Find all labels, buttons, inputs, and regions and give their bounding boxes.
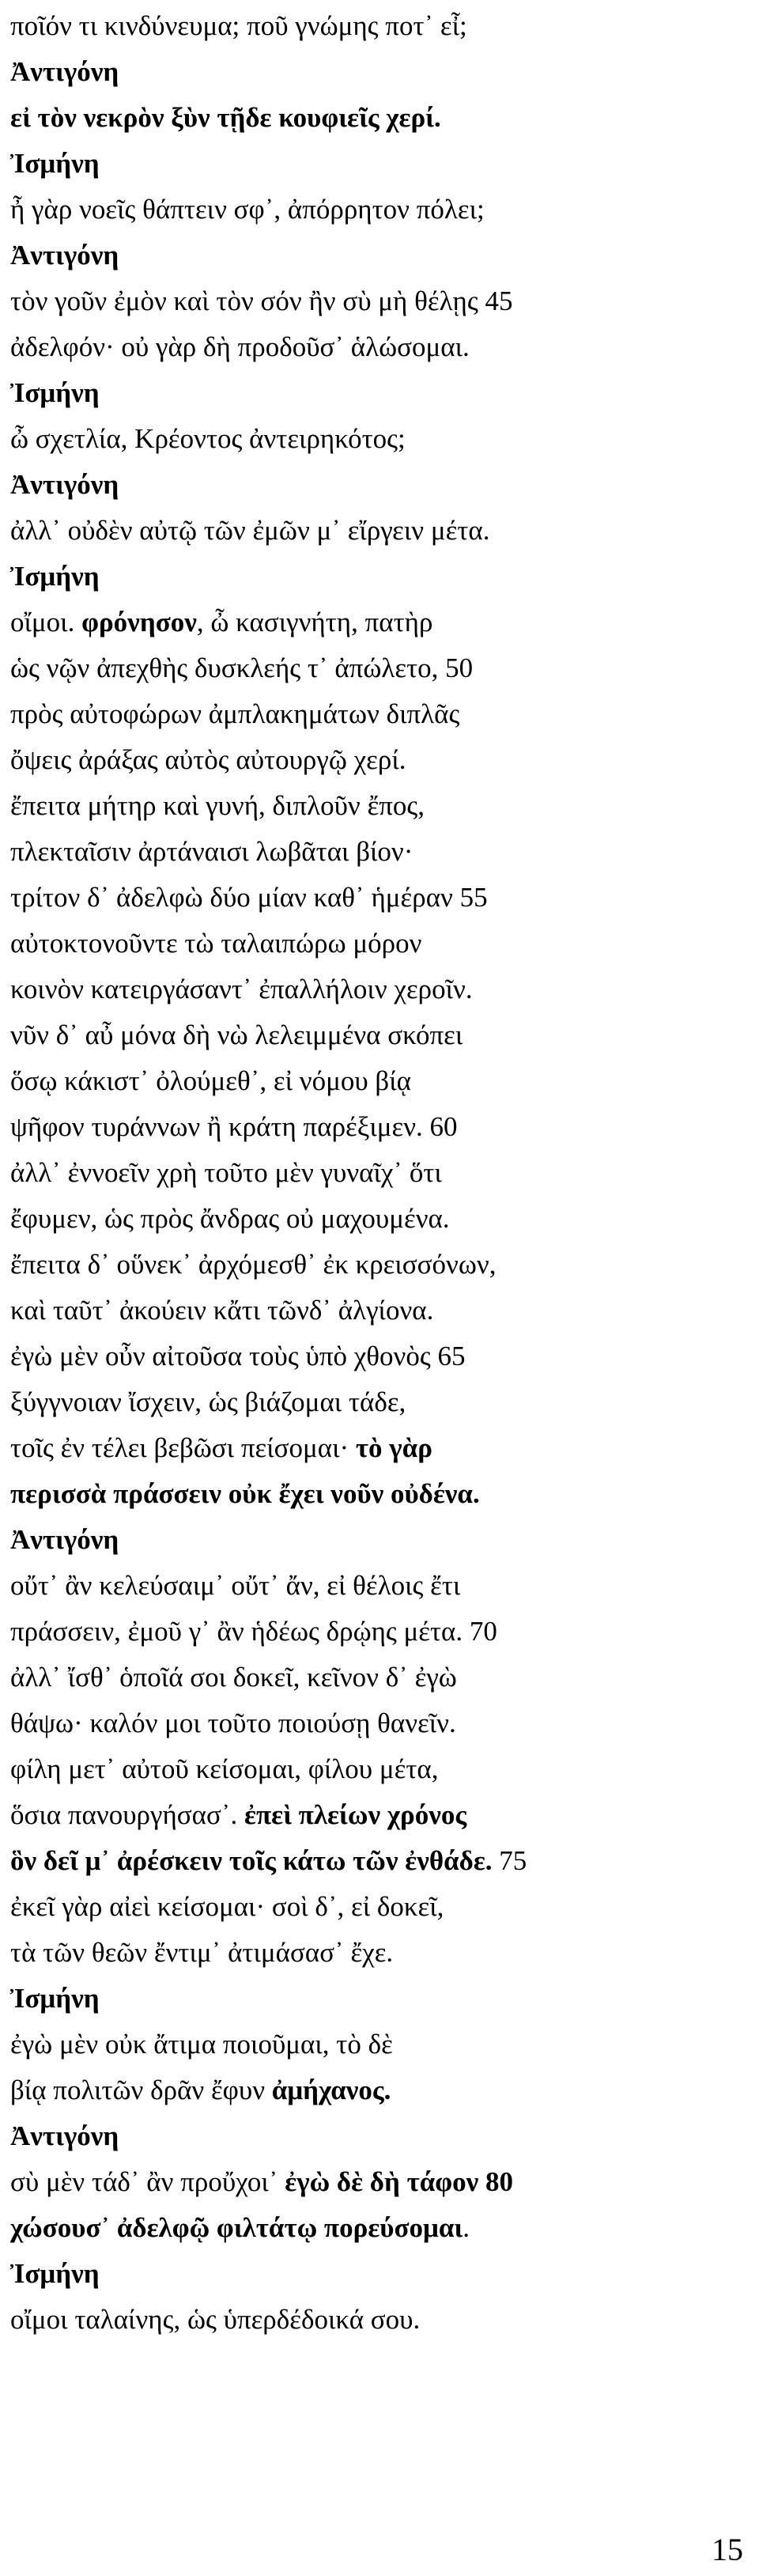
speaker-label: Ἀντιγόνη — [10, 240, 119, 270]
text-segment: ἀλλ᾽ ἐννοεῖν χρὴ τοῦτο μὲν γυναῖχ᾽ ὅτι — [10, 1157, 442, 1188]
bold-text-segment: ἐπεὶ πλείων χρόνος — [244, 1799, 467, 1830]
text-segment: ὡς νῷν ἀπεχθὴς δυσκλεής τ᾽ ἀπώλετο, 50 — [10, 653, 474, 683]
verse-line — [10, 187, 746, 233]
verse-line — [10, 1471, 746, 1517]
page-number: 15 — [712, 2532, 743, 2567]
verse-line — [10, 783, 746, 829]
text-segment: πρὸς αὐτοφώρων ἀμπλακημάτων διπλᾶς — [10, 698, 460, 729]
speaker-name — [10, 233, 746, 278]
speaker-name — [10, 2113, 746, 2159]
speaker-name — [10, 49, 746, 95]
verse-line — [10, 1746, 746, 1792]
text-segment: θάψω· καλόν μοι τοῦτο ποιούσῃ θανεῖν. — [10, 1708, 456, 1738]
text-segment: ὅσῳ κάκιστ᾽ ὀλούμεθ᾽, εἰ νόμου βίᾳ — [10, 1065, 411, 1096]
verse-line — [10, 324, 746, 370]
text-segment: ξύγγνοιαν ἴσχειν, ὡς βιάζομαι τάδε, — [10, 1386, 406, 1417]
verse-line — [10, 508, 746, 554]
text-segment: ὦ σχετλία, Κρέοντος ἀντειρηκότος; — [10, 423, 406, 454]
bold-text-segment: φρόνησον — [81, 607, 197, 637]
text-segment: πράσσειν, ἐμοῦ γ᾽ ἂν ἡδέως δρῴης μέτα. 70 — [10, 1616, 497, 1647]
verse-line — [10, 645, 746, 691]
bold-text-segment: εἰ τὸν νεκρὸν ξὺν τῇδε κουφιεῖς χερί. — [10, 102, 441, 133]
speaker-name — [10, 554, 746, 600]
text-segment: τὰ τῶν θεῶν ἔντιμ᾽ ἀτιμάσασ᾽ ἔχε. — [10, 1937, 394, 1968]
verse-line — [10, 966, 746, 1012]
text-segment: ἔπειτα δ᾽ οὕνεκ᾽ ἀρχόμεσθ᾽ ἐκ κρεισσόνων, — [10, 1249, 497, 1280]
text-segment: ὅσια πανουργήσασ᾽. — [10, 1799, 244, 1830]
verse-line — [10, 1104, 746, 1150]
verse-line — [10, 2205, 746, 2251]
verse-line — [10, 1838, 746, 1884]
verse-line — [10, 416, 746, 462]
speaker-name — [10, 2251, 746, 2297]
speaker-name — [10, 462, 746, 508]
text-segment: ἔφυμεν, ὡς πρὸς ἄνδρας οὐ μαχουμένα. — [10, 1203, 450, 1234]
text-segment: αὐτοκτονοῦντε τὼ ταλαιπώρω μόρον — [10, 928, 422, 959]
text-segment: βίᾳ πολιτῶν δρᾶν ἔφυν — [10, 2075, 272, 2105]
verse-line — [10, 1150, 746, 1196]
speaker-label: Ἀντιγόνη — [10, 56, 119, 87]
verse-line — [10, 1655, 746, 1700]
text-segment: τοῖς ἐν τέλει βεβῶσι πείσομαι· — [10, 1432, 356, 1463]
text-segment: κοινὸν κατειργάσαντ᾽ ἐπαλλήλοιν χεροῖν. — [10, 974, 473, 1004]
text-segment: ὄψεις ἀράξας αὐτὸς αὐτουργῷ χερί. — [10, 744, 406, 775]
verse-line — [10, 921, 746, 966]
text-segment: ἦ γὰρ νοεῖς θάπτειν σφ᾽, ἀπόρρητον πόλει; — [10, 194, 485, 225]
text-segment: ἀλλ᾽ ἴσθ᾽ ὁποῖά σοι δοκεῖ, κεῖνον δ᾽ ἐγὼ — [10, 1662, 457, 1693]
text-segment: ἀλλ᾽ οὐδὲν αὐτῷ τῶν ἐμῶν μ᾽ εἴργειν μέτα. — [10, 515, 490, 546]
verse-line — [10, 1288, 746, 1333]
verse-line — [10, 1242, 746, 1288]
verse-line — [10, 2022, 746, 2067]
verse-line — [10, 2159, 746, 2205]
bold-text-segment: χώσουσ᾽ ἀδελφῷ φιλτάτῳ πορεύσομαι — [10, 2212, 463, 2243]
text-segment: τρίτον δ᾽ ἀδελφὼ δύο μίαν καθ᾽ ἡμέραν 55 — [10, 882, 488, 913]
verse-line — [10, 3, 746, 49]
text-segment: , ὦ κασιγνήτη, πατὴρ — [196, 607, 433, 637]
text-segment: πλεκταῖσιν ἀρτάναισι λωβᾶται βίον· — [10, 836, 413, 867]
speaker-name — [10, 370, 746, 416]
speaker-name — [10, 1517, 746, 1563]
verse-line — [10, 2067, 746, 2113]
speaker-label: Ἀντιγόνη — [10, 1524, 119, 1555]
speaker-label: Ἰσμήνη — [10, 148, 100, 179]
bold-text-segment: ἐγὼ δὲ δὴ τάφον 80 — [285, 2166, 513, 2197]
speaker-name — [10, 1976, 746, 2022]
text-segment: ἐκεῖ γὰρ αἰεὶ κείσομαι· σοὶ δ᾽, εἰ δοκεῖ, — [10, 1891, 444, 1922]
speaker-label: Ἰσμήνη — [10, 2258, 100, 2289]
speaker-label: Ἰσμήνη — [10, 377, 100, 408]
verse-line — [10, 1379, 746, 1425]
text-segment: ἔπειτα μήτηρ καὶ γυνή, διπλοῦν ἔπος, — [10, 790, 425, 821]
verse-line — [10, 600, 746, 645]
text-segment: τὸν γοῦν ἐμὸν καὶ τὸν σόν ἢν σὺ μὴ θέλῃς 45 — [10, 286, 513, 316]
bold-text-segment: περισσὰ πράσσειν οὐκ ἔχει νοῦν οὐδένα. — [10, 1478, 480, 1509]
text-segment: ἐγὼ μὲν οὐκ ἄτιμα ποιοῦμαι, τὸ δὲ — [10, 2029, 393, 2060]
verse-line — [10, 875, 746, 921]
text-segment: ψῆφον τυράννων ἢ κράτη παρέξιμεν. 60 — [10, 1111, 458, 1142]
verse-line — [10, 1333, 746, 1379]
verse-line — [10, 2297, 746, 2343]
verse-line — [10, 1058, 746, 1104]
text-segment: φίλη μετ᾽ αὐτοῦ κείσομαι, φίλου μέτα, — [10, 1753, 439, 1784]
text-segment: νῦν δ᾽ αὖ μόνα δὴ νὼ λελειμμένα σκόπει — [10, 1019, 463, 1050]
text-segment: οἴμοι. — [10, 607, 82, 637]
text-segment: οἴμοι ταλαίνης, ὡς ὑπερδέδοικά σου. — [10, 2304, 421, 2335]
text-segment: ἐγὼ μὲν οὖν αἰτοῦσα τοὺς ὑπὸ χθονὸς 65 — [10, 1341, 466, 1371]
speaker-label: Ἰσμήνη — [10, 561, 100, 592]
text-segment: καὶ ταῦτ᾽ ἀκούειν κἄτι τῶνδ᾽ ἀλγίονα. — [10, 1295, 434, 1326]
text-segment: ἀδελφόν· οὐ γὰρ δὴ προδοῦσ᾽ ἁλώσομαι. — [10, 331, 470, 362]
bold-text-segment: ἀμήχανος. — [271, 2075, 391, 2105]
text-segment: ποῖόν τι κινδύνευμα; ποῦ γνώμης ποτ᾽ εἶ; — [10, 10, 467, 41]
speaker-label: Ἀντιγόνη — [10, 2120, 119, 2151]
verse-line — [10, 1196, 746, 1242]
verse-line — [10, 691, 746, 737]
verse-line — [10, 1563, 746, 1609]
verse-line — [10, 1792, 746, 1838]
bold-text-segment: ὃν δεῖ μ᾽ ἀρέσκειν τοῖς κάτω τῶν ἐνθάδε. — [10, 1845, 493, 1876]
verse-line — [10, 737, 746, 783]
text-segment: σὺ μὲν τάδ᾽ ἂν προὔχοι᾽ — [10, 2166, 285, 2197]
verse-line — [10, 1700, 746, 1746]
play-text — [10, 3, 746, 2343]
verse-line — [10, 1012, 746, 1058]
verse-line — [10, 278, 746, 324]
verse-line — [10, 95, 746, 141]
verse-line — [10, 1930, 746, 1976]
speaker-name — [10, 141, 746, 187]
text-segment: οὔτ᾽ ἂν κελεύσαιμ᾽ οὔτ᾽ ἄν, εἰ θέλοις ἔτι — [10, 1570, 461, 1601]
text-segment: 75 — [492, 1845, 527, 1876]
text-segment: . — [463, 2212, 470, 2243]
verse-line — [10, 829, 746, 875]
speaker-label: Ἀντιγόνη — [10, 469, 119, 500]
verse-line — [10, 1609, 746, 1655]
speaker-label: Ἰσμήνη — [10, 1983, 100, 2014]
bold-text-segment: τὸ γὰρ — [355, 1432, 432, 1463]
verse-line — [10, 1884, 746, 1930]
verse-line — [10, 1425, 746, 1471]
